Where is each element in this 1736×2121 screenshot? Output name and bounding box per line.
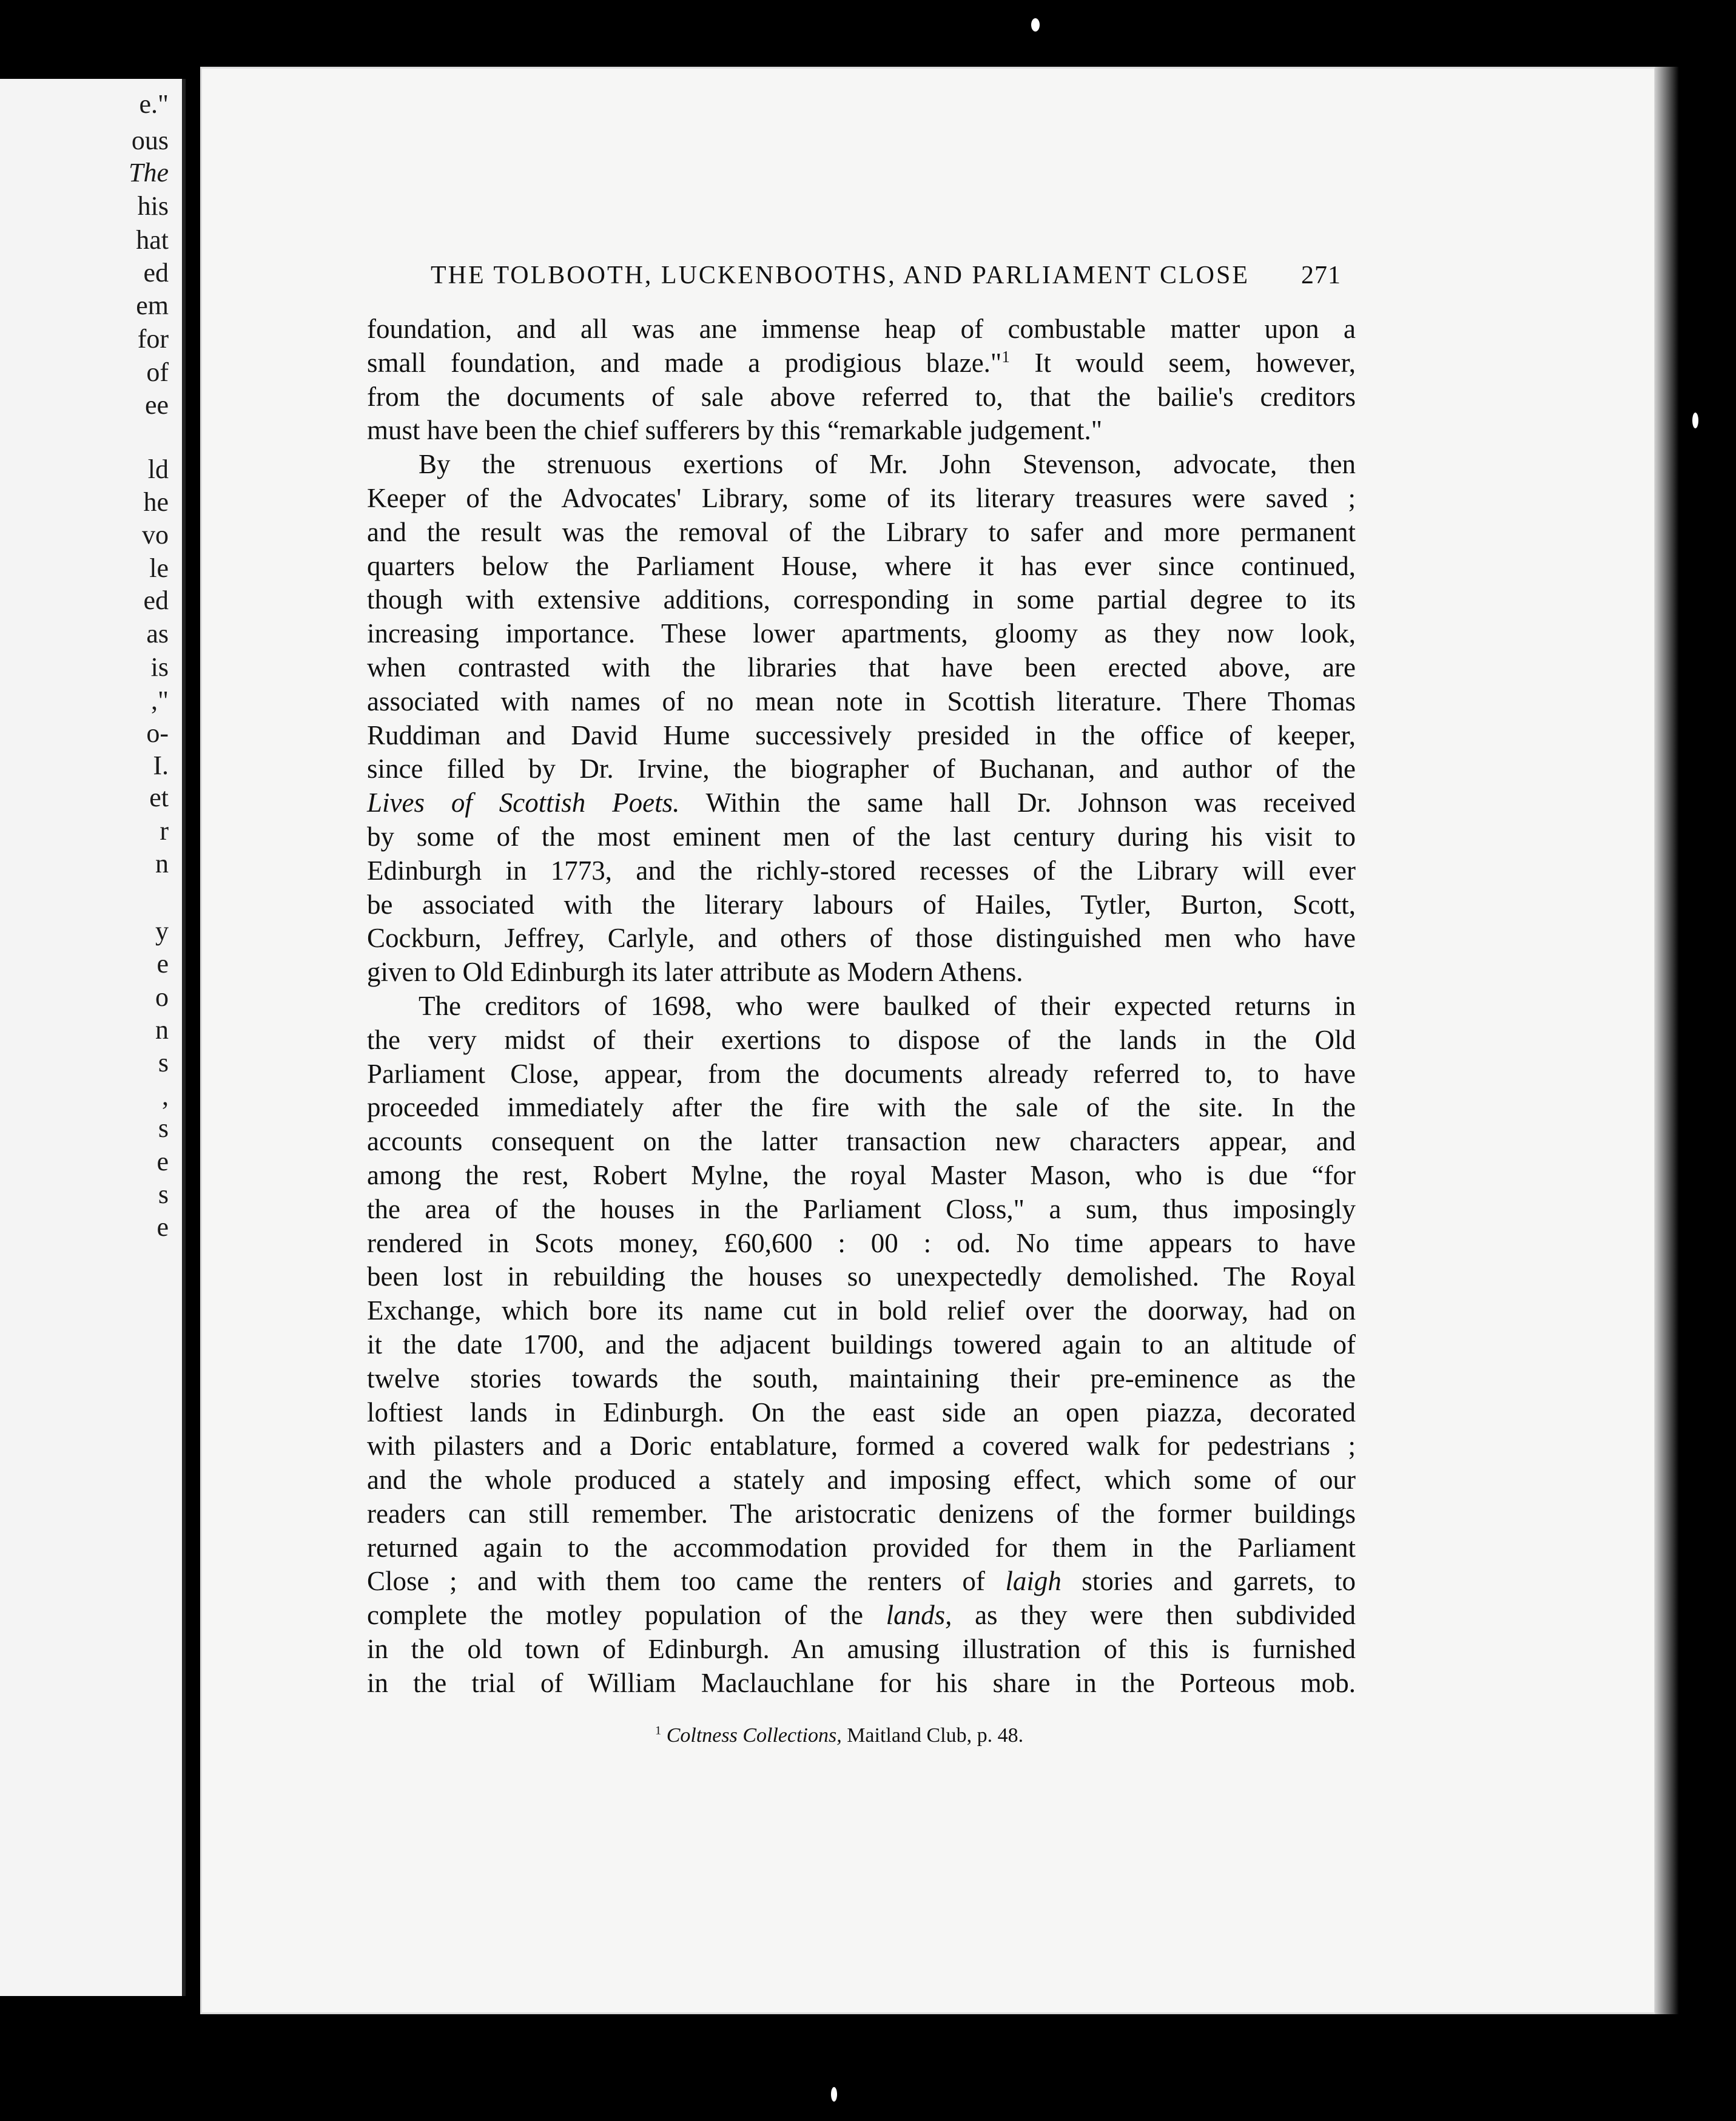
text-line: Edinburgh in 1773, and the richly-stored recesses of the Library will ever [367, 855, 1356, 886]
facing-page-text-fragment: em [136, 291, 169, 320]
facing-page-text-fragment: e [156, 1212, 169, 1242]
text-line: quarters below the Parliament House, where it has ever since continued, [367, 550, 1356, 581]
text-line: associated with names of no mean note in Scottish literature. There Thomas [367, 686, 1356, 717]
italic-word: laigh [1005, 1566, 1061, 1597]
facing-page-text-fragment: o- [146, 718, 169, 748]
running-head-title: THE TOLBOOTH, LUCKENBOOTHS, AND PARLIAMENT CLOSE [431, 261, 1250, 289]
facing-page-text-fragment: r [160, 816, 169, 846]
text-line: foundation, and all was ane immense heap of combustable matter upon a [367, 314, 1356, 344]
text-line: be associated with the literary labours of Hailes, Tytler, Burton, Scott, [367, 889, 1356, 920]
text-line: Ruddiman and David Hume successively presided in the office of keeper, [367, 720, 1356, 750]
text-line: in the old town of Edinburgh. An amusing illustration of this is furnished [367, 1634, 1356, 1665]
facing-page-text-fragment: s [158, 1048, 169, 1077]
footnote-ref: 1 [1001, 347, 1010, 366]
text-line: when contrasted with the libraries that have been erected above, are [367, 652, 1356, 683]
text-line [367, 1565, 1356, 1599]
text-line: been lost in rebuilding the houses so unexpectedly demolished. The Royal [367, 1261, 1356, 1292]
italic-title: Lives of Scottish Poets. [367, 787, 680, 818]
italic-word: lands, [886, 1600, 952, 1631]
text-line: it the date 1700, and the adjacent buildings towered again to an altitude of [367, 1329, 1356, 1360]
text-segment: small foundation, and made a prodigious blaze." [367, 347, 1002, 378]
text-line: accounts consequent on the latter transaction new characters appear, and [367, 1126, 1356, 1157]
footnote-source-rest: Maitland Club, p. 48. [847, 1724, 1024, 1747]
text-line: since filled by Dr. Irvine, the biographer of Buchanan, and author of the [367, 754, 1356, 784]
facing-page-text-fragment: ed [143, 585, 169, 615]
facing-page-text-fragment: e [156, 1147, 169, 1176]
text-line: returned again to the accommodation provided for them in the Parliament [367, 1532, 1356, 1563]
facing-page-text-fragment: ed [143, 258, 169, 288]
text-segment: as they were then subdivided [975, 1600, 1356, 1631]
running-head [431, 261, 1341, 290]
text-line: the very midst of their exertions to dispose of the lands in the Old [367, 1024, 1356, 1055]
facing-page-text-fragment: he [143, 487, 169, 517]
text-line: given to Old Edinburgh its later attribute as Modern Athens. [367, 957, 1023, 988]
facing-page-text-fragment: ous [131, 126, 169, 155]
facing-page-text-fragment: y [155, 916, 169, 946]
text-line: By the strenuous exertions of Mr. John Stevenson, advocate, then [419, 449, 1356, 480]
footnote [655, 1724, 1023, 1747]
text-segment: stories and garrets, to [1082, 1566, 1356, 1597]
text-line: among the rest, Robert Mylne, the royal Master Mason, who is due “for [367, 1159, 1356, 1190]
text-line: rendered in Scots money, £60,600 : 00 : od. No time appears to have [367, 1227, 1356, 1258]
text-segment: complete the motley population of the [367, 1600, 864, 1631]
facing-page-text-fragment: of [146, 357, 169, 387]
text-segment: It would seem, however, [1034, 347, 1356, 378]
facing-page-text-fragment: e [156, 949, 169, 979]
text-segment: Close ; and with them too came the renters of [367, 1566, 985, 1597]
text-line: twelve stories towards the south, maintaining their pre-eminence as the [367, 1363, 1356, 1394]
text-line: with pilasters and a Doric entablature, formed a covered walk for pedestrians ; [367, 1431, 1356, 1462]
facing-page-text-fragment: n [155, 1015, 169, 1045]
facing-page-text-fragment: for [137, 324, 169, 354]
text-line: Cockburn, Jeffrey, Carlyle, and others of those distinguished men who have [367, 923, 1356, 954]
text-segment: Within the same hall Dr. Johnson was received [705, 787, 1356, 818]
text-line: readers can still remember. The aristocratic denizens of the former buildings [367, 1498, 1356, 1529]
text-line: from the documents of sale above referred to, that the bailie's creditors [367, 381, 1356, 412]
text-line: The creditors of 1698, who were baulked of their expected returns in [419, 990, 1356, 1021]
text-line: Keeper of the Advocates' Library, some of its literary treasures were saved ; [367, 482, 1356, 513]
facing-page-text-fragment: ee [144, 390, 169, 420]
facing-page-text-fragment: s [158, 1179, 169, 1209]
facing-page-text-fragment: The [129, 158, 169, 187]
facing-page-text-fragment: e." [139, 89, 169, 119]
facing-page-text-fragment: n [155, 849, 169, 878]
text-line [367, 786, 1356, 820]
facing-page-text-fragment: , [162, 1081, 169, 1111]
facing-page-text-fragment: s [158, 1113, 169, 1143]
text-line: loftiest lands in Edinburgh. On the east side an open piazza, decorated [367, 1397, 1356, 1428]
page-number: 271 [1301, 261, 1341, 289]
text-line: and the whole produced a stately and imposing effect, which some of our [367, 1465, 1356, 1495]
footnote-marker: 1 [655, 1724, 662, 1738]
facing-page-text-fragment: his [137, 191, 169, 221]
text-line: increasing importance. These lower apartments, gloomy as they now look, [367, 618, 1356, 649]
text-line: in the trial of William Maclauchlane for his share in the Porteous mob. [367, 1667, 1356, 1698]
footnote-source-title: Coltness Collections, [666, 1724, 842, 1747]
text-line: Exchange, which bore its name cut in bold relief over the doorway, had on [367, 1295, 1356, 1326]
facing-page-text-fragment: is [150, 652, 169, 682]
text-line: though with extensive additions, corresponding in some partial degree to its [367, 584, 1356, 615]
facing-page-text-fragment: et [149, 783, 169, 812]
facing-page-text-fragment: o [155, 982, 169, 1012]
facing-page-text-fragment: vo [142, 520, 169, 550]
body-text [367, 312, 1356, 1701]
text-line [367, 346, 1356, 380]
text-line: and the result was the removal of the Library to safer and more permanent [367, 516, 1356, 547]
text-line: the area of the houses in the Parliament Closs," a sum, thus imposingly [367, 1193, 1356, 1224]
facing-page-text-fragment: hat [136, 225, 169, 255]
text-line: must have been the chief sufferers by this “remarkable judgement." [367, 415, 1103, 446]
page-edge-shadow [1655, 67, 1679, 2014]
dust-speck [1031, 18, 1040, 32]
facing-page-text-fragment: ," [151, 686, 169, 715]
text-line: by some of the most eminent men of the last century during his visit to [367, 821, 1356, 852]
facing-page-edge [0, 79, 186, 1996]
facing-page-text-fragment: le [149, 553, 169, 583]
facing-page-text-fragment: ld [147, 454, 169, 484]
text-line: Parliament Close, appear, from the documents already referred to, to have [367, 1058, 1356, 1089]
dust-speck [1692, 413, 1698, 428]
text-line: proceeded immediately after the fire with the sale of the site. In the [367, 1092, 1356, 1123]
text-line [367, 1599, 1356, 1633]
facing-page-text-fragment: I. [153, 750, 169, 780]
facing-page-text-fragment: as [146, 619, 169, 649]
dust-speck [831, 2087, 837, 2102]
